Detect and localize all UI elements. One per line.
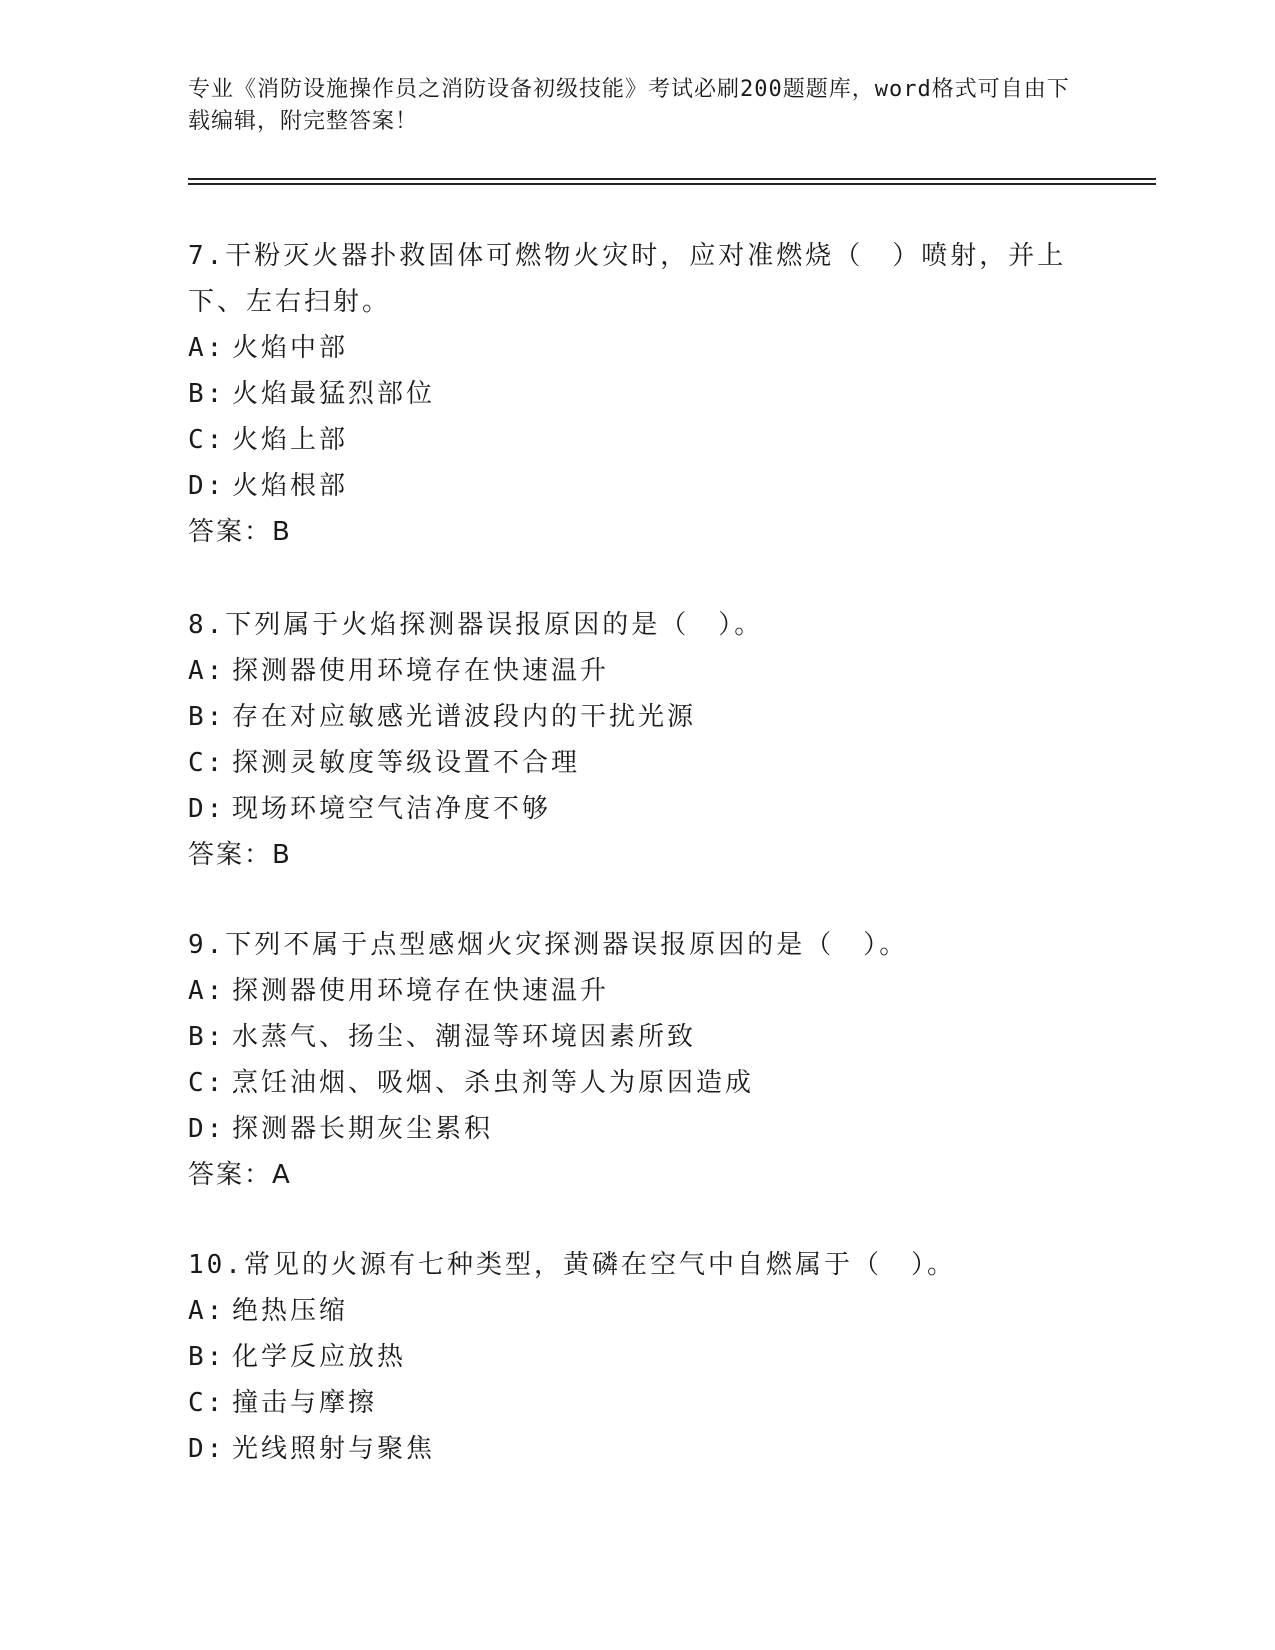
option-c bbox=[188, 417, 1088, 463]
header-text: 专业《消防设施操作员之消防设备初级技能》考试必刷200题题库，word格式可自由下载编辑，附完整答案！ bbox=[188, 77, 1070, 134]
option-a bbox=[188, 648, 1088, 694]
question-stem: 9.下列不属于点型感烟火灾探测器误报原因的是（ ）。 bbox=[188, 930, 909, 960]
option-d bbox=[188, 786, 1088, 832]
question-stem: 7.干粉灭火器扑救固体可燃物火灾时，应对准燃烧（ ）喷射，并上下、左右扫射。 bbox=[188, 241, 1067, 317]
option-letter: C: bbox=[188, 1388, 226, 1418]
option-a bbox=[188, 325, 1088, 371]
option-text: 探测灵敏度等级设置不合理 bbox=[232, 748, 581, 778]
option-b bbox=[188, 694, 1088, 740]
option-letter: B: bbox=[188, 702, 226, 732]
option-c bbox=[188, 740, 1088, 786]
option-b bbox=[188, 1014, 1088, 1060]
option-b bbox=[188, 1334, 1088, 1380]
option-letter: D: bbox=[188, 471, 226, 501]
option-letter: B: bbox=[188, 379, 226, 409]
option-letter: A: bbox=[188, 1296, 226, 1326]
option-text: 探测器长期灰尘累积 bbox=[232, 1114, 494, 1144]
option-letter: C: bbox=[188, 1068, 226, 1098]
option-c bbox=[188, 1380, 1088, 1426]
answer-label: 答案：B bbox=[188, 517, 292, 547]
question-7 bbox=[188, 233, 1088, 555]
option-text: 撞击与摩擦 bbox=[232, 1388, 378, 1418]
option-text: 探测器使用环境存在快速温升 bbox=[232, 976, 610, 1006]
question-stem: 8.下列属于火焰探测器误报原因的是（ ）。 bbox=[188, 610, 764, 640]
option-d bbox=[188, 463, 1088, 509]
option-letter: C: bbox=[188, 748, 226, 778]
option-letter: A: bbox=[188, 656, 226, 686]
answer-label: 答案：A bbox=[188, 1160, 292, 1190]
option-letter: B: bbox=[188, 1342, 226, 1372]
option-letter: B: bbox=[188, 1022, 226, 1052]
option-letter: A: bbox=[188, 333, 226, 363]
option-b bbox=[188, 371, 1088, 417]
option-letter: A: bbox=[188, 976, 226, 1006]
option-text: 水蒸气、扬尘、潮湿等环境因素所致 bbox=[232, 1022, 697, 1052]
header-rule-top bbox=[188, 178, 1156, 180]
option-text: 化学反应放热 bbox=[232, 1342, 407, 1372]
option-letter: C: bbox=[188, 425, 226, 455]
option-text: 火焰根部 bbox=[232, 471, 349, 501]
option-text: 烹饪油烟、吸烟、杀虫剂等人为原因造成 bbox=[232, 1068, 755, 1098]
option-letter: D: bbox=[188, 1434, 226, 1464]
question-stem: 10.常见的火源有七种类型，黄磷在空气中自燃属于（ ）。 bbox=[188, 1250, 956, 1280]
document-header bbox=[188, 74, 1088, 138]
option-letter: D: bbox=[188, 794, 226, 824]
option-text: 现场环境空气洁净度不够 bbox=[232, 794, 552, 824]
question-9 bbox=[188, 922, 1088, 1198]
option-d bbox=[188, 1426, 1088, 1472]
question-8 bbox=[188, 602, 1088, 878]
option-text: 存在对应敏感光谱波段内的干扰光源 bbox=[232, 702, 697, 732]
option-text: 火焰上部 bbox=[232, 425, 349, 455]
option-text: 探测器使用环境存在快速温升 bbox=[232, 656, 610, 686]
option-text: 火焰最猛烈部位 bbox=[232, 379, 436, 409]
option-d bbox=[188, 1106, 1088, 1152]
header-rule-bottom bbox=[188, 183, 1156, 185]
option-text: 绝热压缩 bbox=[232, 1296, 349, 1326]
option-letter: D: bbox=[188, 1114, 226, 1144]
answer-label: 答案：B bbox=[188, 840, 292, 870]
option-text: 光线照射与聚焦 bbox=[232, 1434, 436, 1464]
option-a bbox=[188, 1288, 1088, 1334]
option-c bbox=[188, 1060, 1088, 1106]
question-10 bbox=[188, 1242, 1088, 1472]
option-text: 火焰中部 bbox=[232, 333, 349, 363]
option-a bbox=[188, 968, 1088, 1014]
